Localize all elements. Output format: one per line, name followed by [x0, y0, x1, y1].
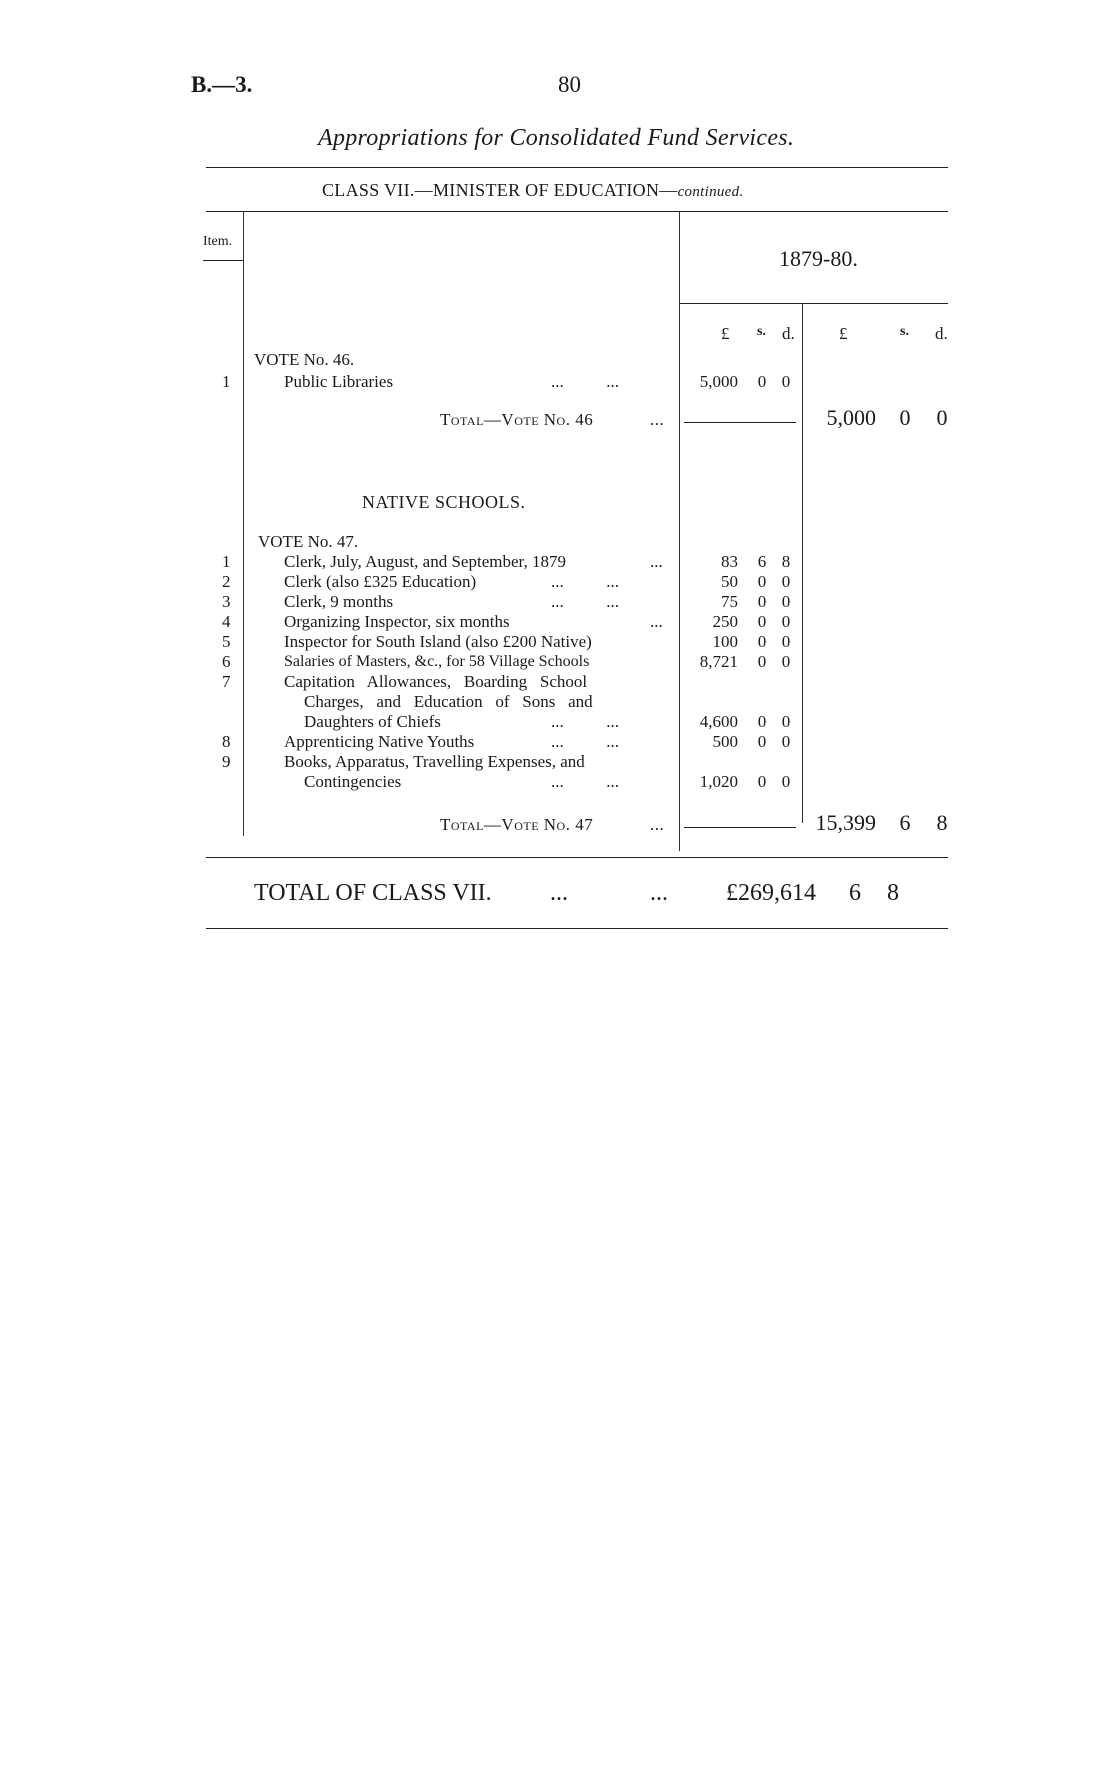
vote-46-title: VOTE No. 46.	[254, 350, 355, 369]
vote-47-item-dots: ... ...	[551, 572, 619, 591]
vote-46-total-rule	[684, 422, 796, 423]
vote-47-item-number: 6	[222, 652, 231, 671]
vote-47-total-label: Total—Vote No. 47	[440, 815, 594, 834]
vote-46-total-pounds: 5,000	[826, 405, 876, 430]
col-divider-item	[243, 211, 244, 836]
vote-47-total-pounds: 15,399	[815, 810, 876, 835]
rule-under-class	[206, 211, 948, 212]
vote-47-item-pounds: 8,721	[699, 652, 738, 671]
vote-47-item-number: 5	[222, 632, 231, 651]
vote-47-item-number: 8	[222, 732, 231, 751]
vote-47-item-pence: 8	[781, 552, 791, 571]
grand-total-dots-1: ...	[550, 880, 568, 906]
vote-47-item-desc: Apprenticing Native Youths	[284, 732, 475, 751]
vote-47-item-desc-line3: Daughters of Chiefs	[304, 712, 441, 731]
grand-total-shillings: 6	[849, 880, 861, 906]
page-number: 80	[558, 72, 581, 97]
vote-47-item-pounds: 83	[721, 552, 738, 571]
vote-47-item-desc-line1: Capitation Allowances, Boarding School	[284, 672, 588, 691]
vote-47-item-pence: 0	[781, 612, 791, 631]
vote-46-total-dots: ...	[650, 410, 665, 429]
col-divider-amounts	[679, 211, 680, 851]
vote-47-item-pounds: 250	[712, 612, 738, 631]
vote-47-item-number: 1	[222, 552, 231, 571]
vote-47-item-pence: 0	[781, 572, 791, 591]
vote-47-total-dots: ...	[650, 815, 665, 834]
col-divider-subtotal	[802, 303, 803, 823]
vote-47-item-dots: ... ...	[551, 732, 619, 751]
vote-46-total-pence: 0	[936, 405, 948, 430]
vote-47-item-pounds: 75	[721, 592, 738, 611]
grand-total-pence: 8	[887, 880, 899, 906]
pence-header-1: d.	[782, 324, 795, 343]
rule-under-year	[679, 303, 948, 304]
grand-total-pounds: £269,614	[726, 880, 816, 906]
vote-47-item-shillings: 0	[757, 612, 767, 631]
vote-47-item-dots: ... ...	[551, 712, 619, 731]
page-title: Appropriations for Consolidated Fund Services.	[318, 125, 795, 151]
native-schools-heading: NATIVE SCHOOLS.	[362, 492, 526, 512]
vote-47-item-shillings: 0	[757, 772, 767, 791]
vote-47-item-dots: ... ...	[551, 772, 619, 791]
vote-47-item-pence: 0	[781, 732, 791, 751]
vote-46-total-shillings: 0	[899, 405, 911, 430]
vote-47-item-desc: Clerk, July, August, and September, 1879	[284, 552, 566, 571]
vote-47-item-desc: Inspector for South Island (also £200 Native)	[284, 632, 592, 651]
pound-header-2: £	[839, 324, 848, 343]
vote-47-item-pence: 0	[781, 712, 791, 731]
vote-47-item-shillings: 0	[757, 592, 767, 611]
vote-47-item-number: 7	[222, 672, 231, 691]
vote-47-total-rule	[684, 827, 796, 828]
vote-47-total-shillings: 6	[899, 810, 911, 835]
rule-before-grand-total	[206, 857, 948, 858]
vote-47-title: VOTE No. 47.	[258, 532, 359, 551]
vote-46-item-shillings: 0	[757, 372, 767, 391]
vote-47-item-pence: 0	[781, 632, 791, 651]
pound-header-1: £	[721, 324, 730, 343]
vote-46-item-desc: Public Libraries	[284, 372, 394, 391]
vote-46-item-number: 1	[222, 372, 231, 391]
item-column-header: Item.	[203, 234, 233, 249]
vote-47-item-shillings: 0	[757, 572, 767, 591]
page-id: B.—3.	[191, 72, 253, 97]
vote-47-item-desc: Organizing Inspector, six months	[284, 612, 510, 631]
vote-46-total-label: Total—Vote No. 46	[440, 410, 594, 429]
vote-47-item-desc: Clerk (also £325 Education)	[284, 572, 477, 591]
vote-47-item-shillings: 0	[757, 652, 767, 671]
vote-47-total-pence: 8	[936, 810, 948, 835]
rule-top	[206, 167, 948, 168]
vote-47-item-dots: ... ...	[551, 592, 619, 611]
rule-bottom	[206, 928, 948, 929]
vote-46-item-dots: ... ...	[551, 372, 619, 391]
vote-47-item-pence: 0	[781, 772, 791, 791]
vote-47-item-pounds: 4,600	[699, 712, 738, 731]
pence-header-2: d.	[935, 324, 948, 343]
vote-47-item-shillings: 0	[757, 712, 767, 731]
vote-47-item-number: 3	[222, 592, 231, 611]
vote-47-item-desc-line2: Charges, and Education of Sons and	[304, 692, 593, 711]
vote-47-item-number: 9	[222, 752, 231, 771]
vote-47-item-pounds: 1,020	[699, 772, 738, 791]
vote-47-item-shillings: 0	[757, 632, 767, 651]
year-header: 1879-80.	[779, 246, 858, 271]
vote-47-item-shillings: 6	[757, 552, 767, 571]
vote-47-item-desc: Salaries of Masters, &c., for 58 Village Schools	[284, 653, 590, 670]
shilling-header-1: s.	[757, 324, 766, 339]
grand-total-label: TOTAL OF CLASS VII.	[254, 880, 492, 906]
vote-47-item-desc-line1: Books, Apparatus, Travelling Expenses, and	[284, 752, 585, 771]
vote-47-item-pence: 0	[781, 652, 791, 671]
vote-47-item-pounds: 100	[712, 632, 738, 651]
vote-47-item-pounds: 50	[721, 572, 738, 591]
class-heading: CLASS VII.—MINISTER OF EDUCATION—continued.	[322, 180, 744, 200]
vote-47-item-desc: Clerk, 9 months	[284, 592, 394, 611]
vote-47-item-pence: 0	[781, 592, 791, 611]
item-header-underline	[203, 260, 243, 261]
vote-47-item-desc-line2: Contingencies	[304, 772, 402, 791]
vote-47-item-shillings: 0	[757, 732, 767, 751]
vote-47-item-number: 2	[222, 572, 231, 591]
vote-47-item-dots: ...	[650, 612, 663, 631]
vote-47-item-pounds: 500	[712, 732, 738, 751]
vote-47-item-number: 4	[222, 612, 231, 631]
vote-47-item-dots: ...	[650, 552, 663, 571]
vote-46-item-pence: 0	[781, 372, 791, 391]
shilling-header-2: s.	[900, 324, 909, 339]
vote-46-item-pounds: 5,000	[699, 372, 738, 391]
grand-total-dots-2: ...	[650, 880, 668, 906]
